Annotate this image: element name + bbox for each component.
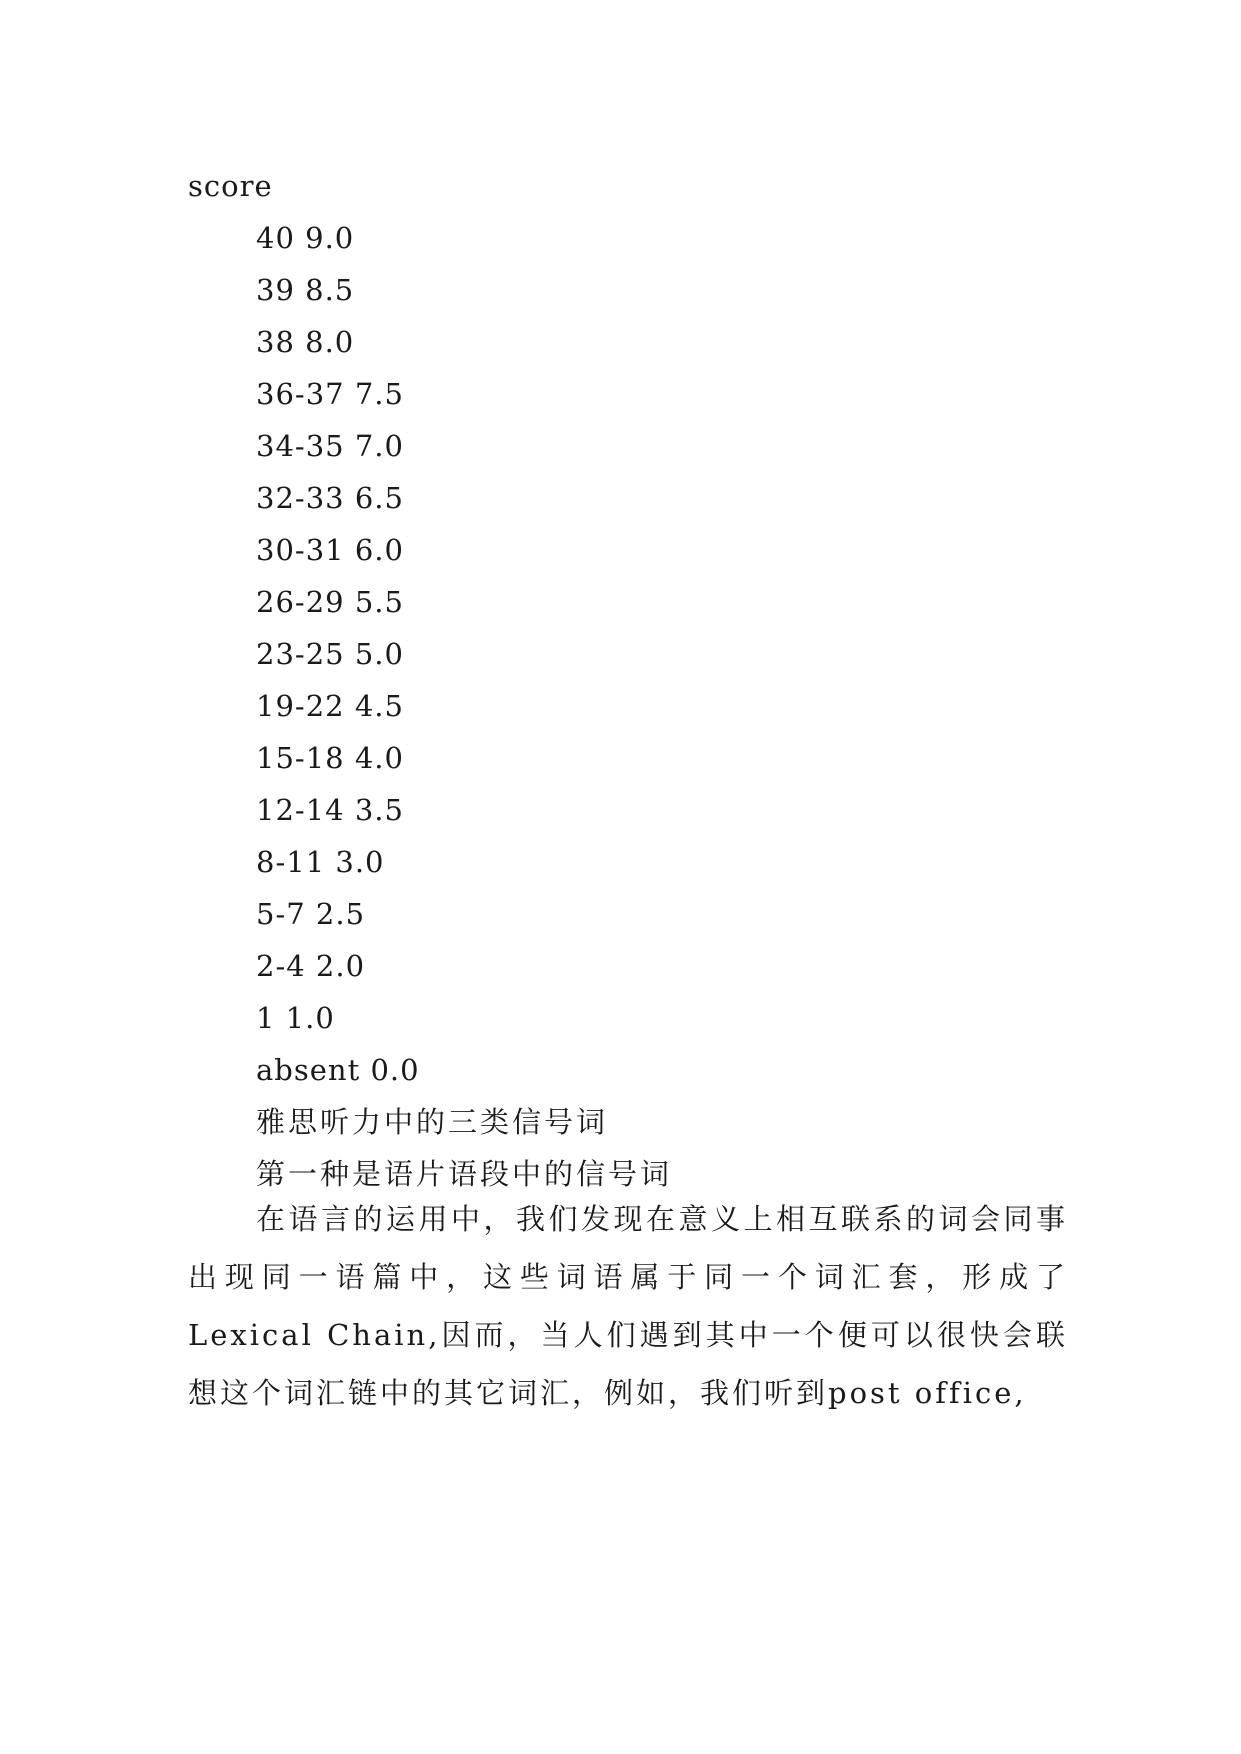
score-row [256,220,354,256]
score-row [256,844,385,880]
score-band: 5.0 [354,637,404,671]
subsection-title: 第一种是语片语段中的信号词 [256,1157,673,1191]
score-band: 1.0 [285,1001,335,1035]
score-raw: 40 [256,221,295,255]
section-title: 雅思听力中的三类信号词 [256,1105,609,1139]
score-raw: 23-25 [256,637,345,671]
score-row [256,272,354,308]
score-raw: absent [256,1053,361,1087]
score-band: 7.0 [354,429,404,463]
score-band: 6.0 [354,533,404,567]
score-band: 3.5 [354,793,404,827]
score-band: 0.0 [370,1053,420,1087]
score-row [256,740,404,776]
score-band: 7.5 [354,377,404,411]
score-band: 8.5 [305,273,355,307]
score-band: 9.0 [305,221,355,255]
score-raw: 38 [256,325,295,359]
score-raw: 2-4 [256,949,306,983]
score-row [256,948,365,984]
score-row [256,376,404,412]
score-row [256,480,404,516]
score-heading: score [188,169,273,203]
score-raw: 12-14 [256,793,345,827]
score-raw: 39 [256,273,295,307]
body-paragraph: 在语言的运用中，我们发现在意义上相互联系的词会同事出现同一语篇中，这些词语属于同一个词汇套，形成了Lexical Chain,因而，当人们遇到其中一个便可以很快会联想这个词汇链中的其它词汇，例如，我们听到post office, [188,1202,1068,1410]
score-row [256,532,404,568]
score-band: 4.0 [354,741,404,775]
score-band: 4.5 [354,689,404,723]
score-row [256,688,404,724]
score-row [256,324,354,360]
score-row [256,896,365,932]
score-raw: 5-7 [256,897,306,931]
score-row [256,428,404,464]
score-row [256,584,404,620]
score-row [256,1000,335,1036]
score-raw: 30-31 [256,533,345,567]
score-raw: 34-35 [256,429,345,463]
score-band: 6.5 [354,481,404,515]
score-band: 5.5 [354,585,404,619]
score-row [256,636,404,672]
score-band: 2.5 [315,897,366,931]
score-raw: 32-33 [256,481,345,515]
score-raw: 36-37 [256,377,345,411]
score-raw: 19-22 [256,689,345,723]
score-raw: 15-18 [256,741,345,775]
score-raw: 1 [256,1001,276,1035]
score-raw: 8-11 [256,845,326,879]
score-row [256,1052,420,1088]
score-band: 2.0 [315,949,366,983]
score-row [256,792,404,828]
score-band: 8.0 [305,325,355,359]
score-band: 3.0 [335,845,385,879]
score-raw: 26-29 [256,585,345,619]
